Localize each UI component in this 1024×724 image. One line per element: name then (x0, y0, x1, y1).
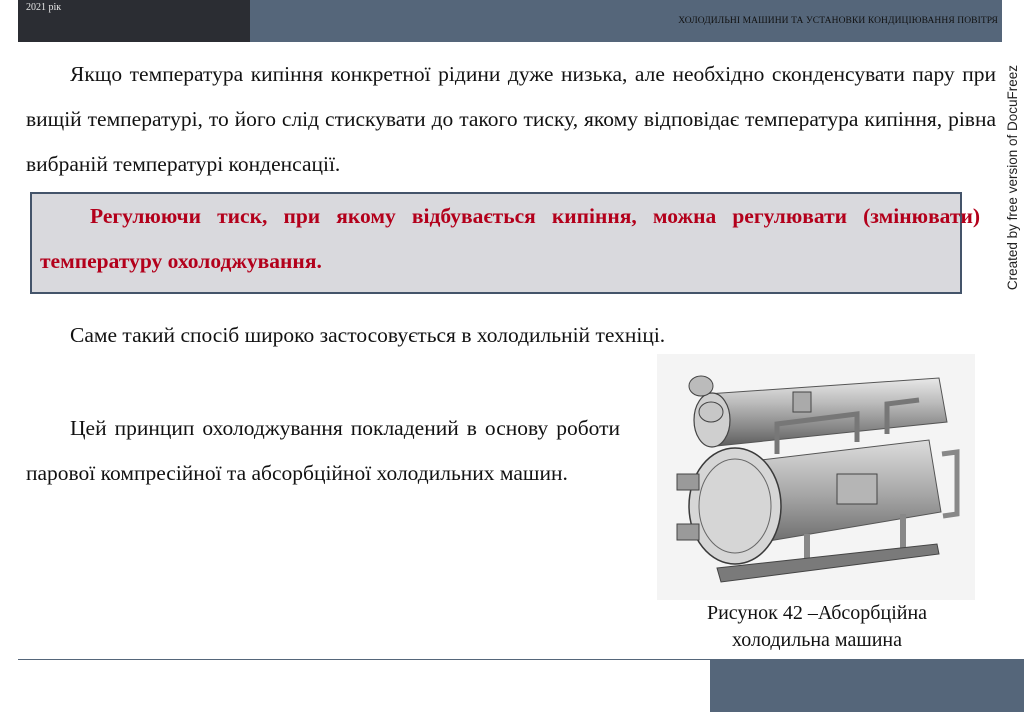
paragraph-boiling-temperature: Якщо температура кипіння конкретної рідини дуже низька, але необхідно сконденсувати пару при вищій температурі, то його слід стискувати до такого тиску, якому відповідає температура кипіння, рівна вибраній температурі конденсації. (26, 62, 996, 176)
highlight-box (30, 192, 980, 294)
highlight-text: Регулюючи тиск, при якому відбувається кипіння, можна регулювати (змінювати) температуру охолоджування. (40, 204, 980, 273)
watermark-text: Created by free version of DocuFreez (1004, 64, 1020, 290)
header-band (250, 0, 1002, 42)
paragraph-method-usage: Саме такий спосіб широко застосовується в холодильній техніці. (70, 323, 666, 347)
header-title: ХОЛОДИЛЬНІ МАШИНИ ТА УСТАНОВКИ КОНДИЦІЮВАННЯ ПОВІТРЯ (678, 16, 998, 26)
figure-caption: Рисунок 42 –Абсорбційна холодильна машина (706, 602, 928, 651)
year-label: 2021 рік (26, 2, 62, 13)
paragraph-principle: Цей принцип охолоджування покладений в основу роботи парової компресійної та абсорбційної холодильних машин. (26, 416, 620, 485)
footer-band (710, 660, 1024, 712)
absorption-machine-illustration (657, 354, 975, 600)
absorption-machine-figure (657, 354, 975, 600)
watermark (1000, 0, 1024, 290)
header-left-block (18, 0, 250, 42)
